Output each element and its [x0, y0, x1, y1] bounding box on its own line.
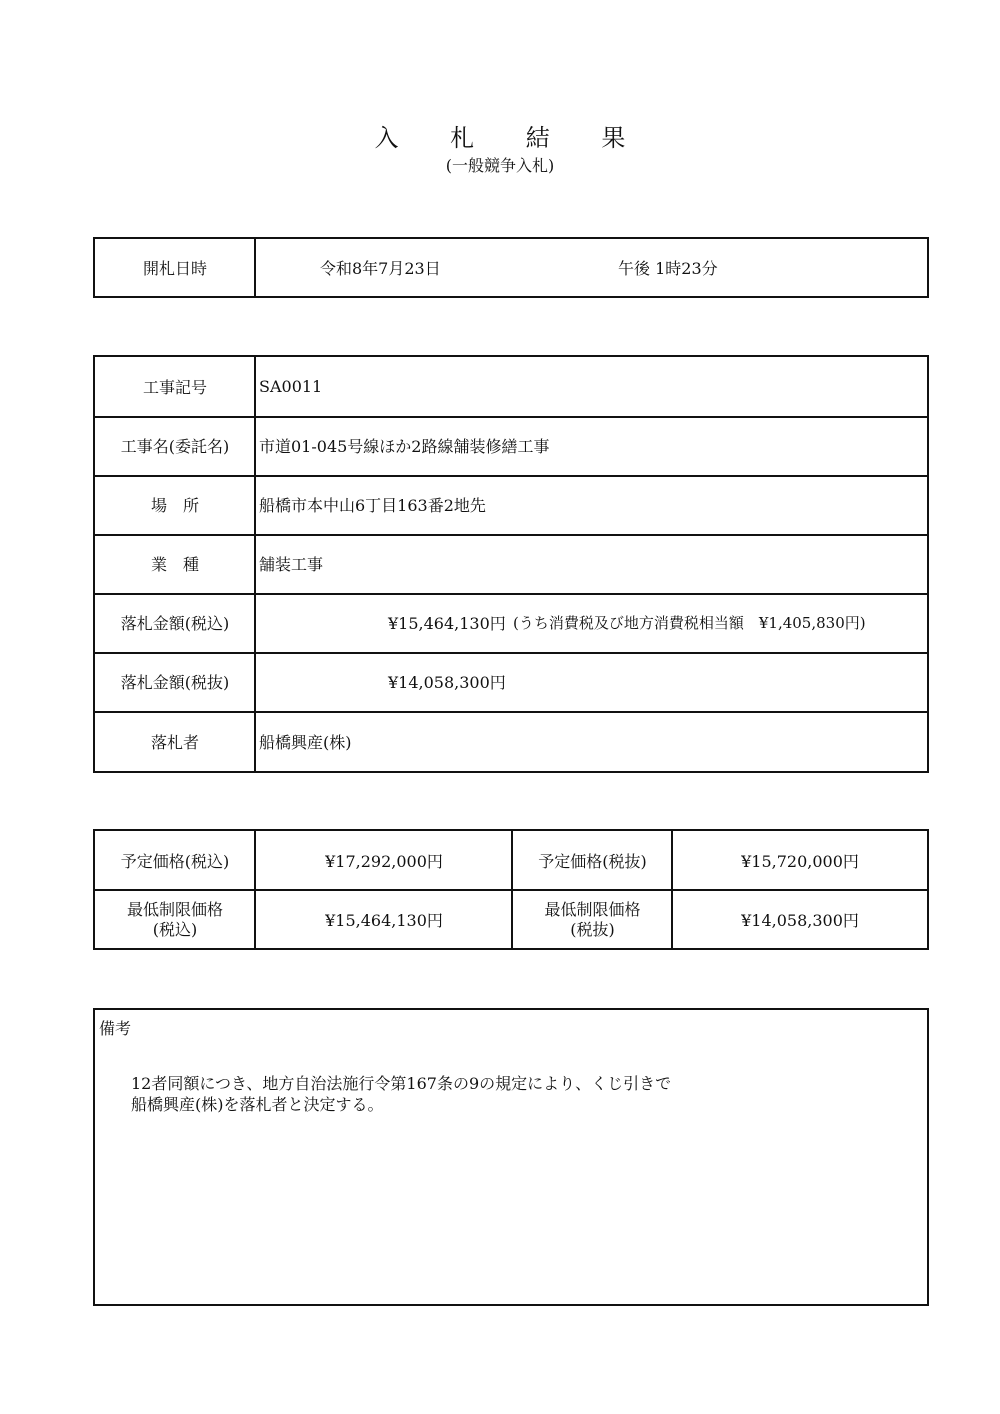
opening-table — [93, 237, 929, 298]
award-tax-note: (うち消費税及び地方消費税相当額 ¥1,405,830円) — [513, 614, 866, 632]
min-incl-value: ¥15,464,130円 — [325, 911, 443, 930]
price-table — [93, 829, 929, 950]
min-incl-label-line2: (税込) — [152, 919, 198, 939]
planned-excl-value: ¥15,720,000円 — [741, 851, 859, 871]
work-name-value: 市道01-045号線ほか2路線舗装修繕工事 — [259, 437, 550, 456]
award-incl-label: 落札金額(税込) — [120, 614, 230, 633]
remarks-line2: 船橋興産(株)を落札者と決定する。 — [131, 1095, 384, 1114]
winner-value: 船橋興産(株) — [259, 732, 352, 752]
work-name-label: 工事名(委託名) — [120, 437, 230, 456]
remarks-line1: 12者同額につき、地方自治法施行令第167条の9の規定により、くじ引きで — [131, 1074, 672, 1093]
page-title: 入 札 結 果 — [374, 124, 648, 152]
min-excl-label-line2: (税抜) — [570, 919, 615, 939]
award-excl-label: 落札金額(税抜) — [120, 673, 230, 692]
opening-date: 令和8年7月23日 — [320, 259, 441, 278]
remarks-label: 備考 — [99, 1019, 132, 1038]
min-incl-label — [95, 891, 255, 948]
min-excl-label-line1: 最低制限価格 — [544, 899, 641, 919]
min-excl-value: ¥14,058,300円 — [741, 911, 859, 930]
opening-label: 開札日時 — [142, 259, 207, 278]
location-value: 船橋市本中山6丁目163番2地先 — [259, 496, 486, 515]
min-incl-label-line1: 最低制限価格 — [126, 899, 223, 919]
planned-excl-label: 予定価格(税抜) — [538, 851, 647, 871]
min-excl-label — [513, 891, 672, 948]
award-excl-value: ¥14,058,300円 — [388, 673, 506, 692]
contract-table — [93, 355, 929, 773]
industry-label: 業 種 — [150, 555, 199, 574]
planned-incl-value: ¥17,292,000円 — [325, 851, 443, 871]
contract-code-label: 工事記号 — [142, 378, 207, 397]
remarks-box — [93, 1008, 929, 1306]
award-incl-value: ¥15,464,130円 — [388, 614, 506, 633]
contract-code-value: SA0011 — [259, 377, 323, 396]
industry-value: 舗装工事 — [259, 555, 324, 574]
winner-label: 落札者 — [150, 732, 199, 752]
page-subtitle: (一般競争入札) — [445, 156, 555, 175]
planned-incl-label: 予定価格(税込) — [120, 851, 230, 871]
opening-time: 午後 1時23分 — [618, 259, 718, 278]
location-label: 場 所 — [150, 496, 199, 515]
